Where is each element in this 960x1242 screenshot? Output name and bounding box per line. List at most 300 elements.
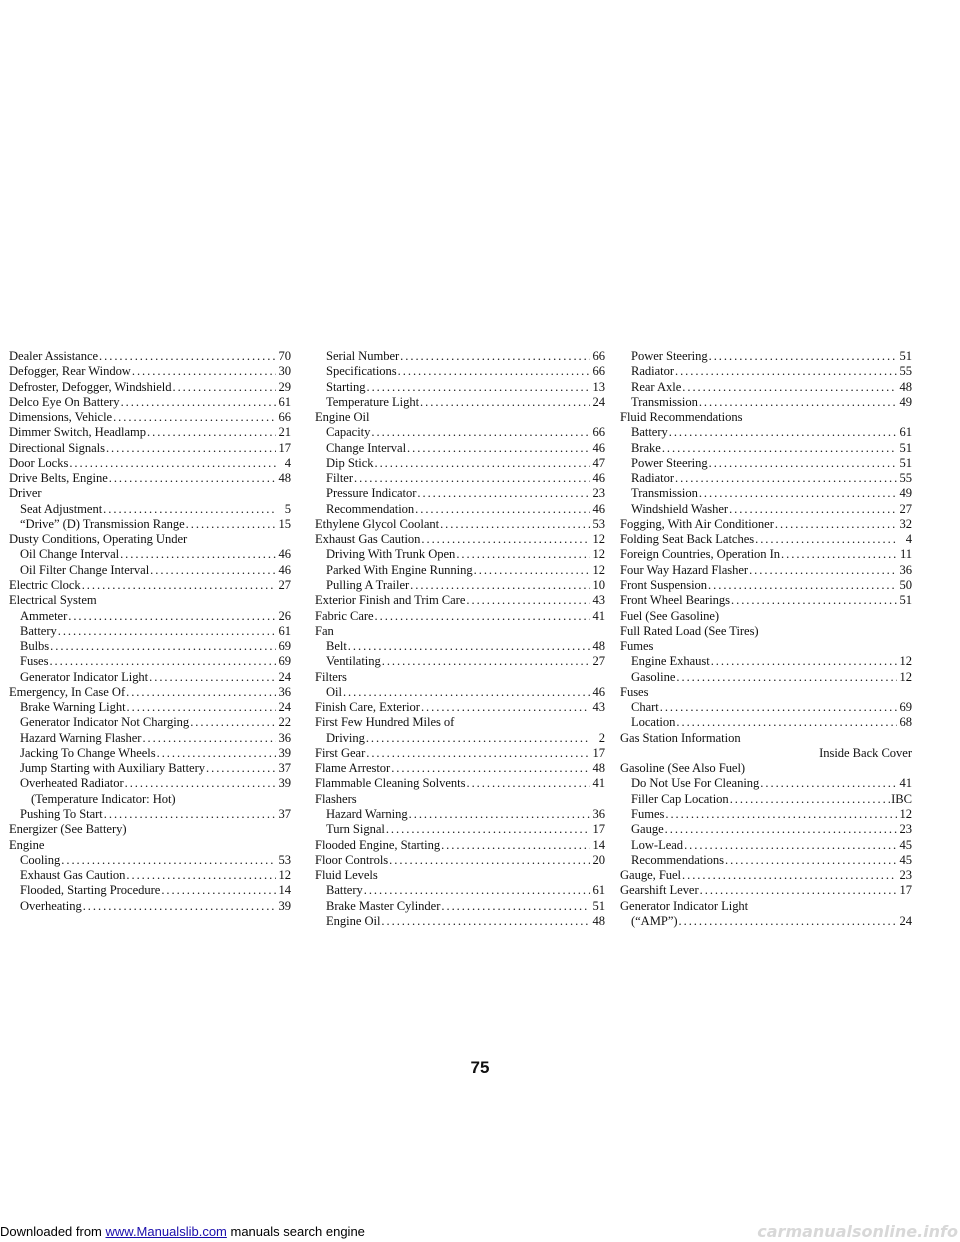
index-entry-page: 36: [592, 806, 605, 821]
index-entry: [620, 868, 912, 883]
index-entry: [620, 700, 912, 715]
index-entry-label: Specifications: [326, 364, 397, 379]
index-entry-page: 2: [598, 730, 605, 745]
index-entry: [620, 486, 912, 501]
dot-leader: [126, 685, 276, 700]
index-entry-page: 66: [592, 364, 605, 379]
index-entry-page: 48: [899, 379, 912, 394]
index-entry: [315, 364, 605, 379]
index-entry-label: Bulbs: [20, 639, 50, 654]
dot-leader: [389, 853, 590, 868]
index-entry: [9, 364, 291, 379]
index-entry-label: Serial Number: [326, 349, 400, 363]
dot-leader: [662, 441, 897, 456]
index-entry-page: 15: [278, 516, 291, 531]
index-entry: [9, 532, 291, 547]
index-entry: [315, 670, 605, 685]
index-entry-label: Parked With Engine Running: [326, 562, 473, 577]
dot-leader: [755, 532, 897, 547]
index-column-3: [620, 349, 912, 929]
index-entry-label: Fabric Care: [315, 608, 374, 623]
index-entry: [9, 670, 291, 685]
dot-leader: [760, 776, 897, 791]
index-entry-page: 41: [592, 776, 605, 791]
index-entry-page: 53: [592, 516, 605, 531]
dot-leader: [364, 883, 590, 898]
index-entry-label: Energizer (See Battery): [9, 822, 127, 837]
index-entry: [620, 639, 912, 654]
index-entry-label: Hazard Warning: [326, 806, 408, 821]
index-entry: [315, 838, 605, 853]
index-entry-label: Drive Belts, Engine: [9, 471, 108, 486]
index-entry-label: Dip Stick: [326, 455, 374, 470]
index-entry: [9, 715, 291, 730]
index-entry-label: Jump Starting with Auxiliary Battery: [20, 761, 205, 776]
dot-leader: [699, 486, 897, 501]
dot-leader: [729, 502, 897, 517]
index-entry-page: 12: [592, 562, 605, 577]
index-entry: [9, 547, 291, 562]
index-entry-label: Filler Cap Location: [631, 791, 729, 806]
index-entry: [9, 471, 291, 486]
index-entry: [620, 578, 912, 593]
index-entry-label: Engine Exhaust: [631, 654, 710, 669]
index-entry-label: Radiator: [631, 471, 674, 486]
index-entry: [315, 731, 605, 746]
index-entry-page: 51: [899, 440, 912, 455]
dot-leader: [676, 715, 897, 730]
index-entry-label: Floor Controls: [315, 852, 389, 867]
dot-leader: [366, 731, 590, 746]
index-entry-label: Fluid Recommendations: [620, 410, 743, 425]
dot-leader: [142, 731, 276, 746]
index-entry-label: Oil: [326, 684, 342, 699]
dot-leader: [206, 761, 276, 776]
index-entry-page: 24: [592, 394, 605, 409]
index-entry-label: Engine Oil: [326, 913, 381, 928]
index-entry-label: Exhaust Gas Caution: [20, 868, 126, 883]
footer-suffix: manuals search engine: [226, 1224, 365, 1239]
index-entry-page: 12: [899, 654, 912, 669]
index-entry: [620, 807, 912, 822]
index-entry-label: First Few Hundred Miles of: [315, 715, 455, 730]
dot-leader: [665, 822, 897, 837]
dot-leader: [700, 883, 897, 898]
index-entry-page: 17: [899, 883, 912, 898]
index-entry: [315, 715, 605, 730]
index-entry-label: Capacity: [326, 425, 371, 440]
index-entry-label: Fuel (See Gasoline): [620, 608, 720, 623]
dot-leader: [68, 609, 276, 624]
dot-leader: [61, 853, 276, 868]
index-entry-page: 36: [278, 684, 291, 699]
index-entry: [315, 349, 605, 364]
index-entry: [9, 792, 291, 807]
index-entry-page: 69: [899, 700, 912, 715]
index-entry: [315, 593, 605, 608]
index-entry: [9, 395, 291, 410]
index-entry: [620, 838, 912, 853]
index-entry-page: 48: [592, 761, 605, 776]
index-entry: [9, 609, 291, 624]
dot-leader: [466, 593, 590, 608]
index-entry-page: 17: [278, 440, 291, 455]
dot-leader: [456, 547, 590, 562]
index-entry-label: Gearshift Lever: [620, 883, 699, 898]
index-entry: [315, 547, 605, 562]
dot-leader: [676, 670, 897, 685]
index-entry: [9, 380, 291, 395]
index-entry-label: (“AMP”): [631, 913, 678, 928]
index-entry: [315, 700, 605, 715]
index-entry: [9, 502, 291, 517]
index-entry: [9, 868, 291, 883]
dot-leader: [708, 578, 897, 593]
index-entry: [9, 883, 291, 898]
index-entry: [315, 456, 605, 471]
index-entry: [315, 853, 605, 868]
index-entry: [620, 441, 912, 456]
index-entry-label: Radiator: [631, 364, 674, 379]
index-entry: [9, 425, 291, 440]
index-entry-label: “Drive” (D) Transmission Range: [20, 516, 185, 531]
index-entry-label: Belt: [326, 639, 347, 654]
index-entry-page: 37: [278, 761, 291, 776]
index-entry: [9, 822, 291, 837]
dot-leader: [725, 853, 897, 868]
dot-leader: [709, 349, 897, 364]
index-entry-label: Delco Eye On Battery: [9, 394, 120, 409]
index-entry-label: Transmission: [631, 486, 698, 501]
index-entry: [9, 563, 291, 578]
dot-leader: [709, 456, 897, 471]
dot-leader: [415, 502, 590, 517]
index-entry-page: 24: [278, 669, 291, 684]
index-entry-page: 21: [278, 425, 291, 440]
index-entry-label: Front Suspension: [620, 577, 708, 592]
index-entry-label: Dimensions, Vehicle: [9, 410, 113, 425]
index-entry-page: 70: [278, 349, 291, 363]
index-entry-label: Rear Axle: [631, 379, 682, 394]
dot-leader: [407, 441, 590, 456]
index-entry-label: Overheated Radiator: [20, 776, 124, 791]
index-entry: [620, 776, 912, 791]
index-entry-label: Battery: [20, 623, 57, 638]
dot-leader: [398, 364, 590, 379]
index-entry-label: Cooling: [20, 852, 61, 867]
index-entry-page: 29: [278, 379, 291, 394]
dot-leader: [675, 364, 897, 379]
index-entry-page: 27: [278, 577, 291, 592]
index-entry-page: 26: [278, 608, 291, 623]
footer-prefix: Downloaded from: [0, 1224, 106, 1239]
index-entry-label: Filter: [326, 471, 353, 486]
index-entry-page: 36: [899, 562, 912, 577]
index-entry: [315, 868, 605, 883]
index-entry: [9, 700, 291, 715]
dot-leader: [441, 899, 590, 914]
index-entry: [9, 731, 291, 746]
index-entry: [9, 349, 291, 364]
index-entry-label: First Gear: [315, 745, 366, 760]
index-entry: [620, 654, 912, 669]
index-entry: [315, 425, 605, 440]
dot-leader: [49, 654, 276, 669]
index-entry-page: 66: [278, 410, 291, 425]
dot-leader: [106, 441, 276, 456]
dot-leader: [113, 410, 276, 425]
index-entry: [315, 395, 605, 410]
index-entry: [620, 425, 912, 440]
dot-leader: [109, 471, 276, 486]
dot-leader: [749, 563, 897, 578]
index-entry: [315, 822, 605, 837]
index-entry: [620, 609, 912, 624]
index-entry: [620, 563, 912, 578]
index-entry-label: Location: [631, 715, 676, 730]
dot-leader: [83, 899, 276, 914]
dot-leader: [711, 654, 897, 669]
index-entry-page: 17: [592, 745, 605, 760]
index-entry-label: Dimmer Switch, Headlamp: [9, 425, 147, 440]
dot-leader: [371, 425, 590, 440]
dot-leader: [440, 517, 590, 532]
index-entry-page: 12: [592, 547, 605, 562]
index-entry: [315, 761, 605, 776]
index-entry-label: Pushing To Start: [20, 806, 103, 821]
index-entry-page: 45: [899, 837, 912, 852]
index-entry-label: Fumes: [620, 639, 654, 654]
index-entry-page: 39: [278, 776, 291, 791]
dot-leader: [391, 761, 590, 776]
dot-leader: [417, 486, 590, 501]
index-entry-page: 4: [284, 455, 291, 470]
index-entry: [9, 899, 291, 914]
index-entry: [620, 761, 912, 776]
index-entry-page: 23: [899, 822, 912, 837]
index-entry-label: Fan: [315, 623, 334, 638]
index-entry-page: 14: [278, 883, 291, 898]
index-entry: [315, 746, 605, 761]
dot-leader: [82, 578, 276, 593]
index-entry-page: 51: [592, 898, 605, 913]
index-entry: [9, 593, 291, 608]
index-entry-label: Transmission: [631, 394, 698, 409]
dot-leader: [103, 502, 276, 517]
index-entry: [315, 410, 605, 425]
dot-leader: [50, 639, 276, 654]
index-entry-label: Turn Signal: [326, 822, 385, 837]
index-entry-label: Defroster, Defogger, Windshield: [9, 379, 172, 394]
index-entry: [620, 746, 912, 761]
index-entry-label: Finish Care, Exterior: [315, 700, 420, 715]
index-entry-page: IBC: [891, 791, 912, 806]
dot-leader: [147, 425, 276, 440]
index-entry-label: Battery: [631, 425, 668, 440]
index-entry-page: 69: [278, 654, 291, 669]
index-entry-page: 66: [592, 425, 605, 440]
index-entry: [315, 914, 605, 929]
index-entry: [9, 654, 291, 669]
dot-leader: [343, 685, 590, 700]
dot-leader: [775, 517, 897, 532]
index-entry-page: 46: [592, 684, 605, 699]
index-entry-page: 36: [278, 730, 291, 745]
index-entry-label: Overheating: [20, 898, 82, 913]
index-entry-label: Ammeter: [20, 608, 68, 623]
index-entry-page: 41: [592, 608, 605, 623]
index-entry-label: Folding Seat Back Latches: [620, 532, 755, 547]
index-entry-label: Generator Indicator Light: [620, 898, 749, 913]
page-number: 75: [470, 1058, 490, 1077]
index-entry: [315, 380, 605, 395]
dot-leader: [150, 563, 276, 578]
dot-leader: [348, 639, 590, 654]
index-entry-label: Gauge, Fuel: [620, 868, 682, 883]
dot-leader: [375, 609, 590, 624]
dot-leader: [669, 425, 897, 440]
index-entry-label: Fumes: [631, 806, 665, 821]
index-entry: [9, 761, 291, 776]
dot-leader: [420, 395, 590, 410]
index-column-1: [9, 349, 291, 914]
dot-leader: [474, 563, 590, 578]
dot-leader: [731, 593, 897, 608]
index-entry-page: 46: [592, 440, 605, 455]
index-entry: [620, 822, 912, 837]
index-entry-label: Change Interval: [326, 440, 407, 455]
dot-leader: [730, 792, 890, 807]
index-entry-page: 13: [592, 379, 605, 394]
index-entry: [9, 776, 291, 791]
index-entry-label: Low-Lead: [631, 837, 684, 852]
manualslib-link[interactable]: www.Manualslib.com: [105, 1224, 227, 1239]
index-entry-page: 12: [899, 806, 912, 821]
index-entry-label: Windshield Washer: [631, 501, 729, 516]
index-entry-label: Seat Adjustment: [20, 501, 103, 516]
index-entry: [620, 456, 912, 471]
index-entry-label: Brake Master Cylinder: [326, 898, 441, 913]
index-entry: [620, 853, 912, 868]
index-entry: [315, 517, 605, 532]
index-entry: [620, 380, 912, 395]
index-entry-label: Flooded Engine, Starting: [315, 837, 441, 852]
index-entry-page: 39: [278, 745, 291, 760]
index-entry: [9, 807, 291, 822]
index-entry-label: Pulling A Trailer: [326, 577, 410, 592]
index-entry-label: Gasoline (See Also Fuel): [620, 761, 746, 776]
index-entry-label: Generator Indicator Light: [20, 669, 149, 684]
index-entry-page: 49: [899, 486, 912, 501]
index-entry-label: Driving: [326, 730, 365, 745]
index-entry: [9, 624, 291, 639]
index-entry-label: Door Locks: [9, 455, 69, 470]
index-entry-page: 20: [592, 852, 605, 867]
index-entry-label: Gasoline: [631, 669, 676, 684]
index-entry-label: Oil Change Interval: [20, 547, 120, 562]
index-entry-label: Filters: [315, 669, 347, 684]
index-entry: [620, 349, 912, 364]
dot-leader: [186, 517, 276, 532]
dot-leader: [132, 364, 276, 379]
index-entry-page: 68: [899, 715, 912, 730]
index-entry: [620, 532, 912, 547]
dot-leader: [149, 670, 276, 685]
watermark-logo: carmanualsonline.info: [757, 1222, 958, 1241]
dot-leader: [682, 380, 897, 395]
index-entry-label: Oil Filter Change Interval: [20, 562, 150, 577]
dot-leader: [682, 868, 897, 883]
index-entry-label: Starting: [326, 379, 366, 394]
dot-leader: [400, 349, 590, 364]
index-entry: [315, 899, 605, 914]
index-entry-page: 61: [899, 425, 912, 440]
index-entry-label: Inside Back Cover: [819, 745, 912, 760]
index-entry-label: Gauge: [631, 822, 664, 837]
dot-leader: [374, 456, 590, 471]
index-entry-page: 50: [899, 577, 912, 592]
index-entry: [620, 395, 912, 410]
index-entry-label: Battery: [326, 883, 363, 898]
index-entry-page: 51: [899, 455, 912, 470]
dot-leader: [441, 838, 590, 853]
index-entry-label: Generator Indicator Not Charging: [20, 715, 190, 730]
index-entry-page: 51: [899, 593, 912, 608]
index-entry: [315, 883, 605, 898]
index-entry-label: Full Rated Load (See Tires): [620, 623, 759, 638]
dot-leader: [382, 654, 590, 669]
dot-leader: [675, 471, 897, 486]
index-entry-page: 10: [592, 577, 605, 592]
dot-leader: [386, 822, 590, 837]
index-entry-page: 45: [899, 852, 912, 867]
index-entry: [620, 471, 912, 486]
index-entry: [9, 853, 291, 868]
index-entry: [315, 654, 605, 669]
dot-leader: [660, 700, 897, 715]
index-entry: [620, 685, 912, 700]
index-entry-label: Engine: [9, 837, 45, 852]
dot-leader: [157, 746, 276, 761]
index-entry-page: 47: [592, 455, 605, 470]
index-entry: [9, 441, 291, 456]
index-entry-label: Power Steering: [631, 455, 708, 470]
dot-leader: [172, 380, 276, 395]
index-entry-label: (Temperature Indicator: Hot): [31, 791, 176, 806]
index-entry-label: Chart: [631, 700, 659, 715]
index-entry: [315, 776, 605, 791]
index-entry: [315, 441, 605, 456]
index-entry: [620, 715, 912, 730]
index-entry-page: 53: [278, 852, 291, 867]
index-entry: [9, 746, 291, 761]
index-entry-page: 12: [278, 868, 291, 883]
index-entry: [9, 578, 291, 593]
index-entry-label: Fluid Levels: [315, 868, 378, 883]
dot-leader: [466, 776, 590, 791]
index-entry-label: Temperature Light: [326, 394, 420, 409]
index-entry-page: 55: [899, 364, 912, 379]
index-entry-label: Flame Arrestor: [315, 761, 391, 776]
index-entry-page: 51: [899, 349, 912, 363]
index-entry: [620, 517, 912, 532]
dot-leader: [679, 914, 897, 929]
index-entry: [620, 792, 912, 807]
index-entry-label: Flashers: [315, 791, 357, 806]
index-entry: [315, 685, 605, 700]
index-entry-page: 32: [899, 516, 912, 531]
dot-leader: [366, 380, 590, 395]
